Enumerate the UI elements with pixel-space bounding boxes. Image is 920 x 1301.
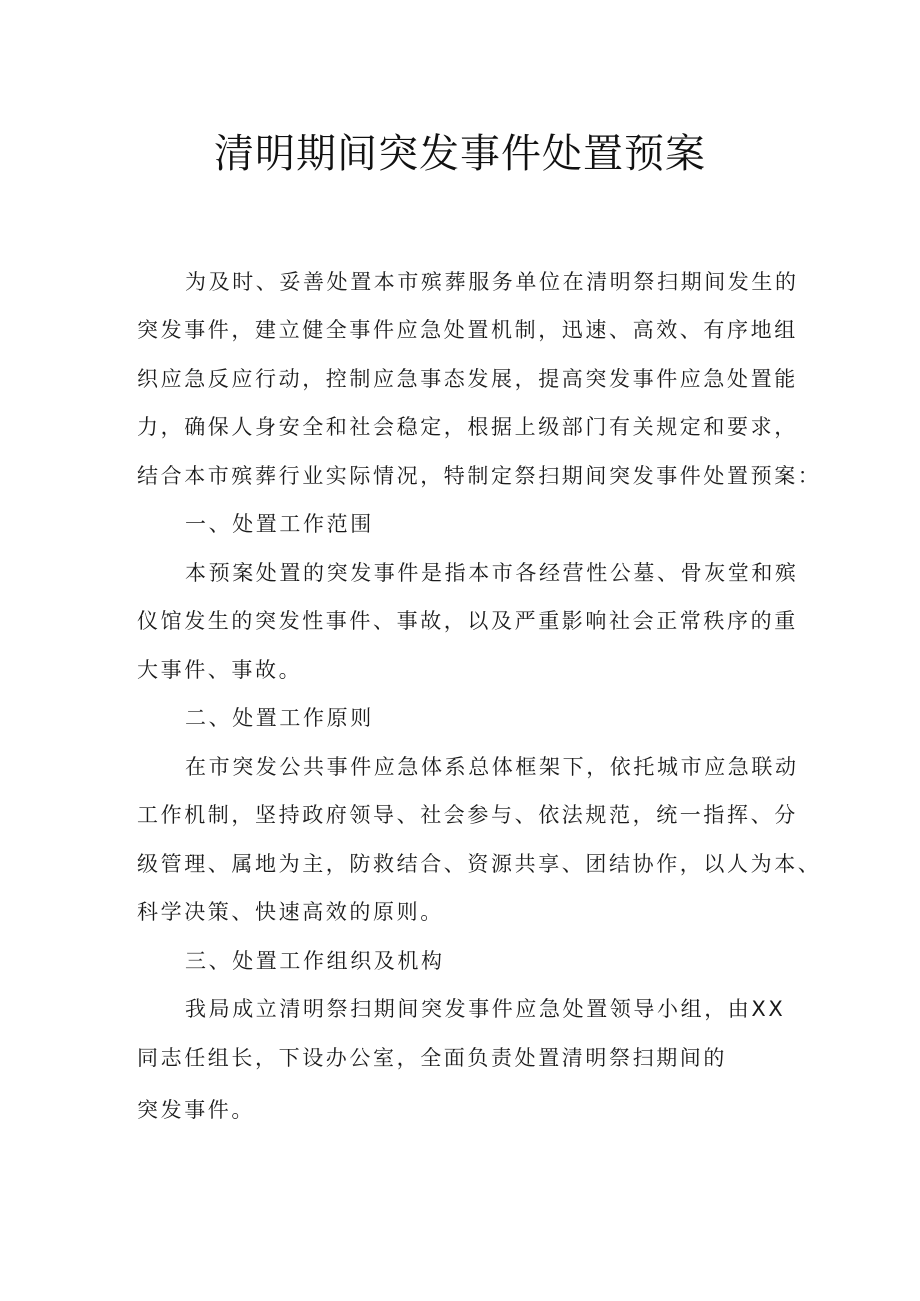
paragraph-scope-line: 仪馆发生的突发性事件、事故，以及严重影响社会正常秩序的重 (137, 609, 798, 633)
paragraph-organization-line: 突发事件。 (137, 1098, 255, 1122)
paragraph-principles-line: 科学决策、快速高效的原则。 (137, 900, 444, 924)
paragraph-intro-line: 为及时、妥善处置本市殡葬服务单位在清明祭扫期间发生的 (185, 270, 799, 294)
section-heading-organization: 三、处置工作组织及机构 (185, 949, 445, 973)
paragraph-intro-line: 力，确保人身安全和社会稳定，根据上级部门有关规定和要求， (137, 415, 798, 439)
document-title: 清明期间突发事件处置预案 (214, 131, 706, 177)
paragraph-organization-line: 同志任组长，下设办公室，全面负责处置清明祭扫期间的 (137, 1046, 727, 1070)
paragraph-intro-line: 突发事件，建立健全事件应急处置机制，迅速、高效、有序地组 (137, 318, 798, 342)
paragraph-organization-line: 我局成立清明祭扫期间突发事件应急处置领导小组，由XX (185, 997, 786, 1021)
paragraph-principles-line: 级管理、属地为主，防救结合、资源共享、团结协作，以人为本、 (137, 852, 822, 876)
paragraph-principles-line: 在市突发公共事件应急体系总体框架下，依托城市应急联动 (185, 755, 799, 779)
paragraph-principles-line: 工作机制，坚持政府领导、社会参与、依法规范，统一指挥、分 (137, 803, 798, 827)
paragraph-intro-line: 织应急反应行动，控制应急事态发展，提高突发事件应急处置能 (137, 367, 798, 391)
paragraph-scope-line: 大事件、事故。 (137, 658, 303, 682)
paragraph-scope-line: 本预案处置的突发事件是指本市各经营性公墓、骨灰堂和殡 (185, 561, 799, 585)
section-heading-scope: 一、处置工作范围 (185, 512, 374, 536)
paragraph-intro-line: 结合本市殡葬行业实际情况，特制定祭扫期间突发事件处置预案： (137, 464, 822, 488)
section-heading-principles: 二、处置工作原则 (185, 706, 374, 730)
